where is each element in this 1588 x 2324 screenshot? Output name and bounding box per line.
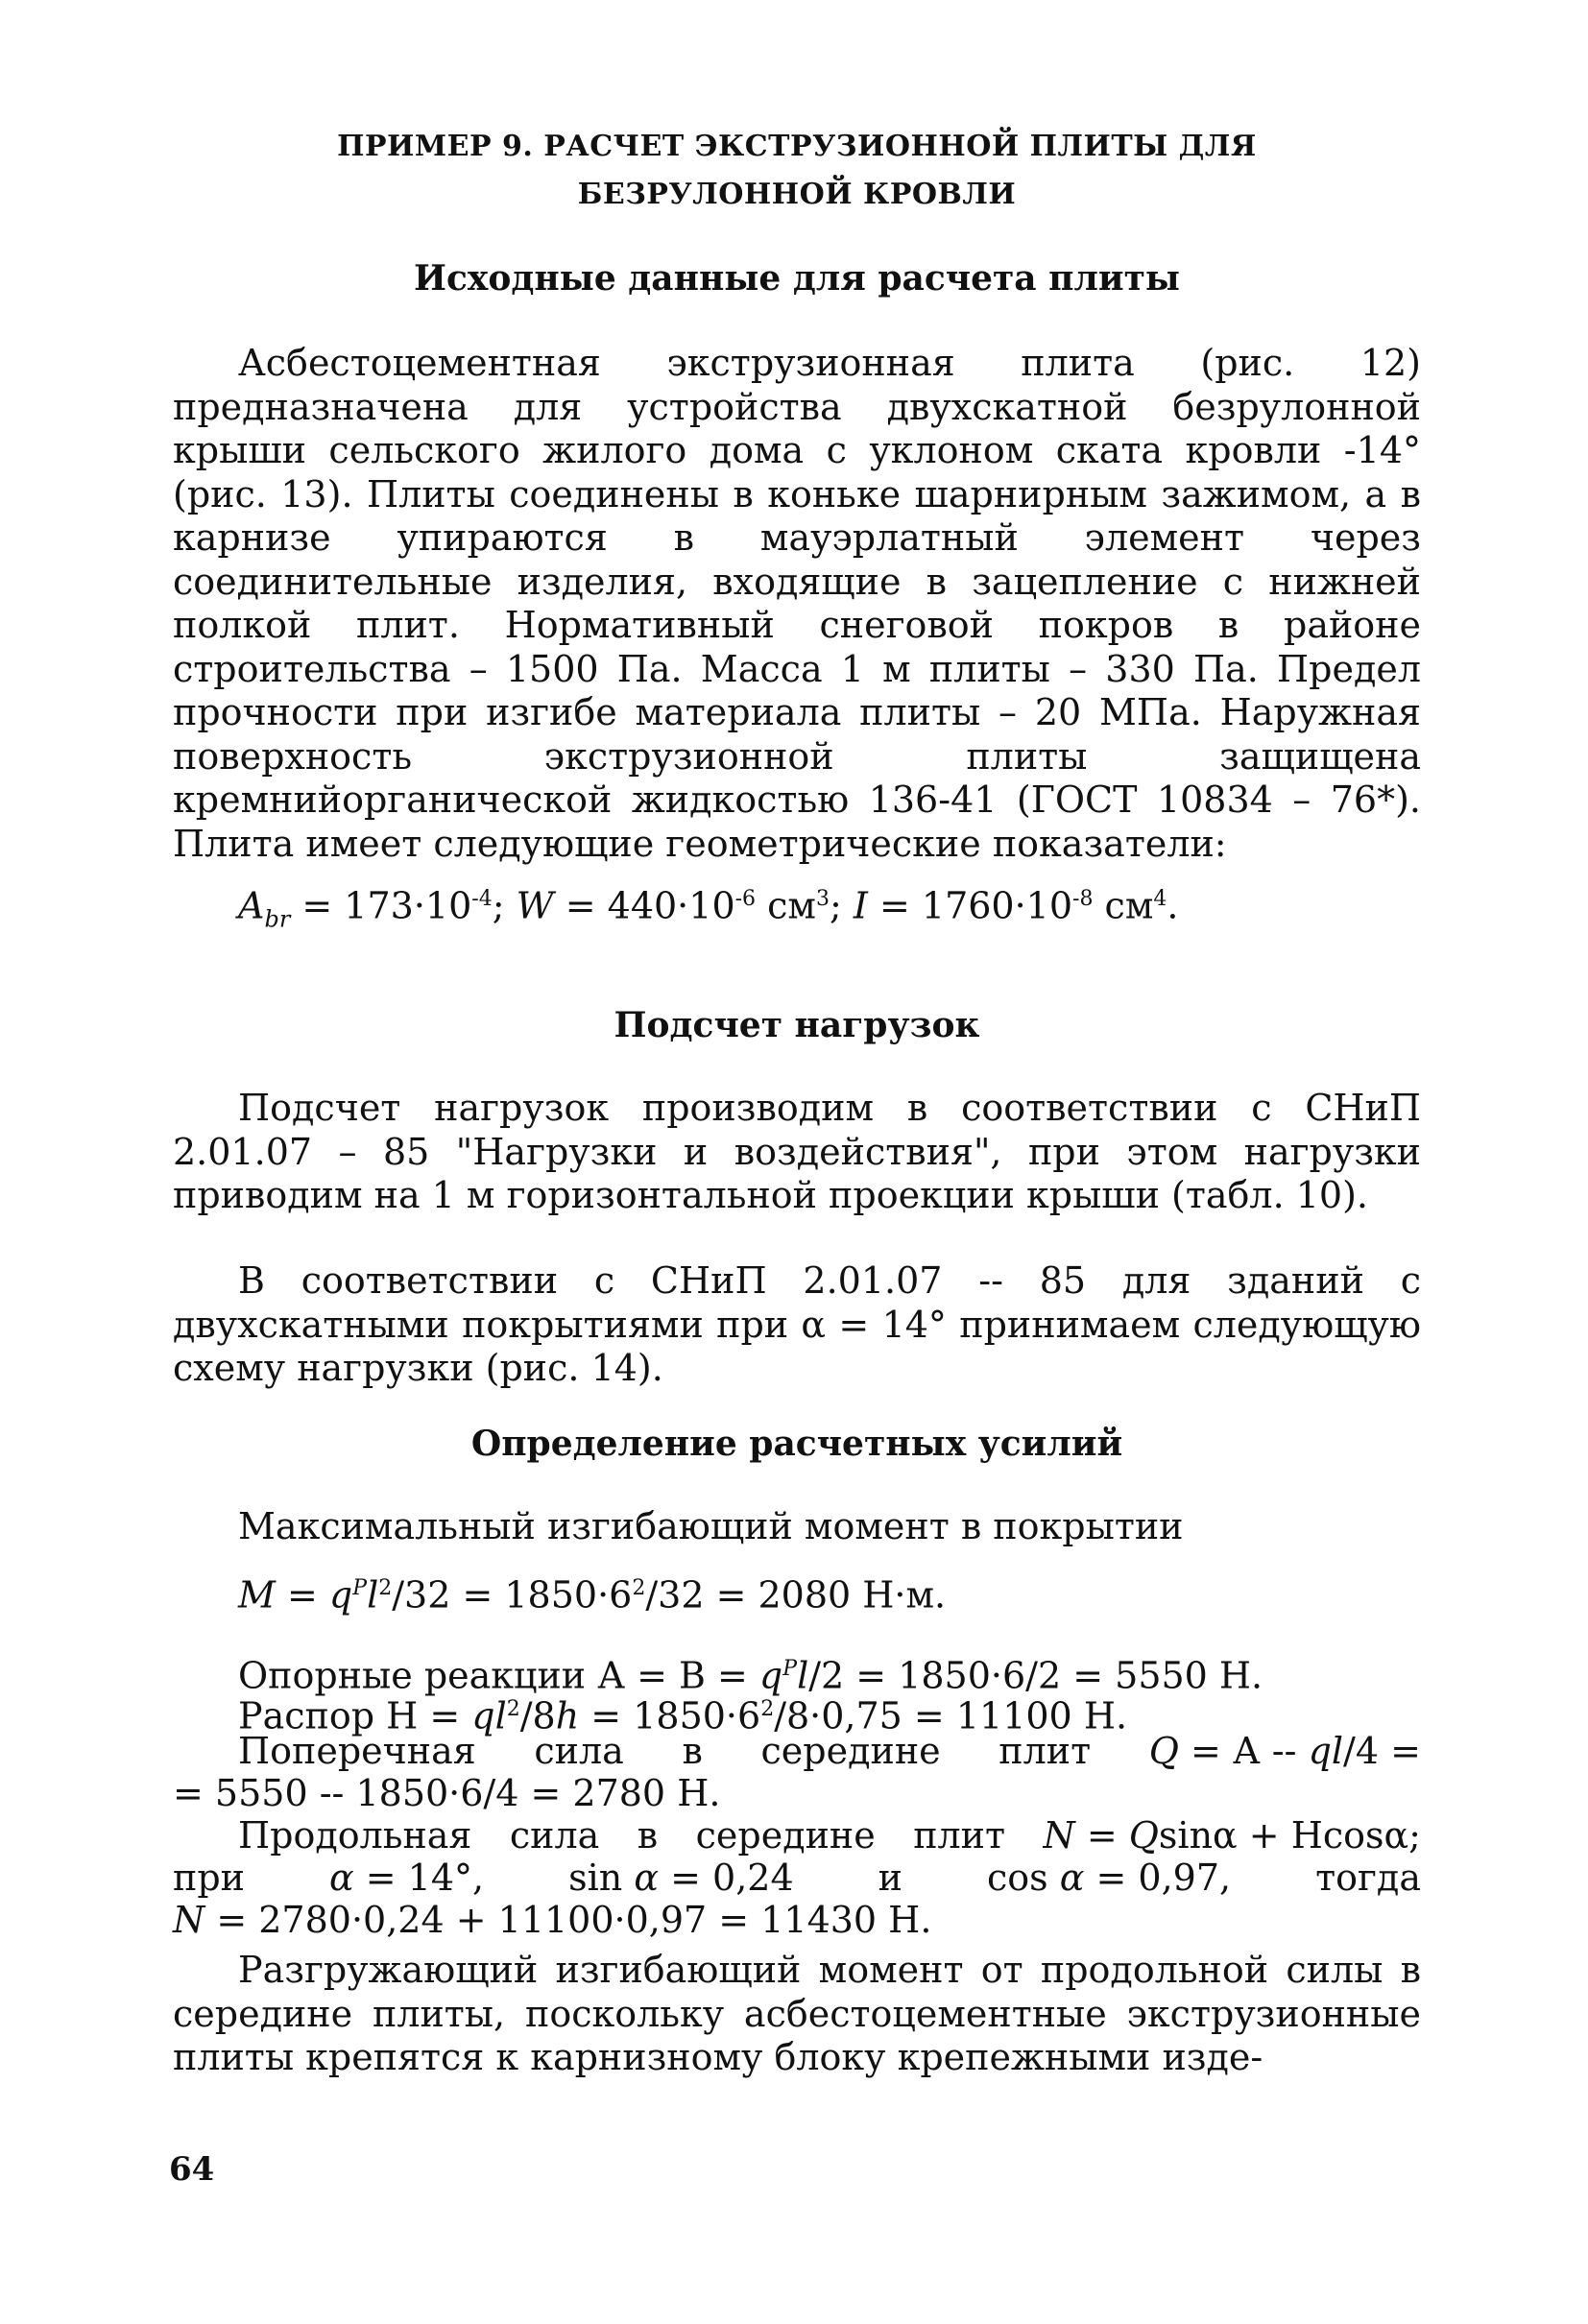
shear-line-1: Поперечная сила в середине плит Q = А -- ql/4 = (238, 1730, 1421, 1772)
axial-line-2: при α = 14°, sin α = 0,24 и cos α = 0,97, тогда (173, 1857, 1421, 1899)
paragraph-unloading-moment: Разгружающий изгибающий момент от продольной силы в середине плиты, поскольку асбестоцементные экструзионные плиты крепятся к карнизному блоку крепежными изде- (173, 1949, 1421, 2078)
axial-line-3: N = 2780·0,24 + 11100·0,97 = 11430 Н. (173, 1899, 932, 1941)
title-line-1: ПРИМЕР 9. РАСЧЕТ ЭКСТРУЗИОННОЙ ПЛИТЫ ДЛЯ (337, 130, 1257, 163)
page-number: 64 (169, 2150, 215, 2189)
section-heading-input-data: Исходные данные для расчета плиты (414, 258, 1180, 299)
shear-line-2: = 5550 -- 1850·6/4 = 2780 Н. (173, 1772, 721, 1814)
thrust-line: Распор $Н = ql^2/8h = 1850\cdot 6^2/8\cdot 0,75 = 11100$ Н. (238, 1694, 1128, 1737)
page-title (173, 123, 1421, 219)
moment-intro-line: Максимальный изгибающий момент в покрытии (238, 1505, 1184, 1547)
paragraph-loads-2: В соответствии с СНиП 2.01.07 -- 85 для зданий с двухскатными покрытиями при α = 14° принимаем следующую схему нагрузки (рис. 14). (173, 1259, 1421, 1389)
section-heading-loads: Подсчет нагрузок (614, 1005, 980, 1045)
paragraph-input-data: Асбестоцементная экструзионная плита (рис. 12) предназначена для устройства двухскатной безрулонной крыши сельского жилого дома с уклоном ската кровли -14° (рис. 13). Плиты соединены в коньке шарнирным зажимом, а в карнизе упираются в мауэрлатный элемент через соединительные изделия, входящие в зацепление с нижней полкой плит. Нормативный снеговой покров в районе строительства – 1500 Па. Масса 1 м плиты – 330 Па. Предел прочности при изгибе материала плиты – 20 МПа. Наружная поверхность экструзионной плиты защищена кремнийорганической жидкостью 136-41 (ГОСТ 10834 – 76*). Плита имеет следующие геометрические показатели: (173, 342, 1421, 865)
title-line-2: БЕЗРУЛОННОЙ КРОВЛИ (577, 178, 1017, 211)
geometry-formula: $A_{br} = 173\cdot 10^{-4}$; $W = 440\cdot 10^{-6}$ $см^3$; $I = 1760\cdot 10^{-8}$ $см^4$. (238, 884, 1179, 933)
reactions-line: Опорные реакции $А = В = q^Pl/2 = 1850\cdot 6/2 = 5550$ Н. (238, 1654, 1263, 1697)
section-heading-forces: Определение расчетных усилий (470, 1424, 1123, 1464)
axial-line-1: Продольная сила в середине плит N = Qsinα + Hcosα; (238, 1814, 1421, 1857)
paragraph-loads-1: Подсчет нагрузок производим в соответствии с СНиП 2.01.07 – 85 "Нагрузки и воздействия", при этом нагрузки приводим на 1 м горизонтальной проекции крыши (табл. 10). (173, 1087, 1421, 1216)
moment-formula: $M = q^Pl^2/32 = 1850\cdot 6^2/32 = 2080$ Н·м. (238, 1573, 947, 1617)
